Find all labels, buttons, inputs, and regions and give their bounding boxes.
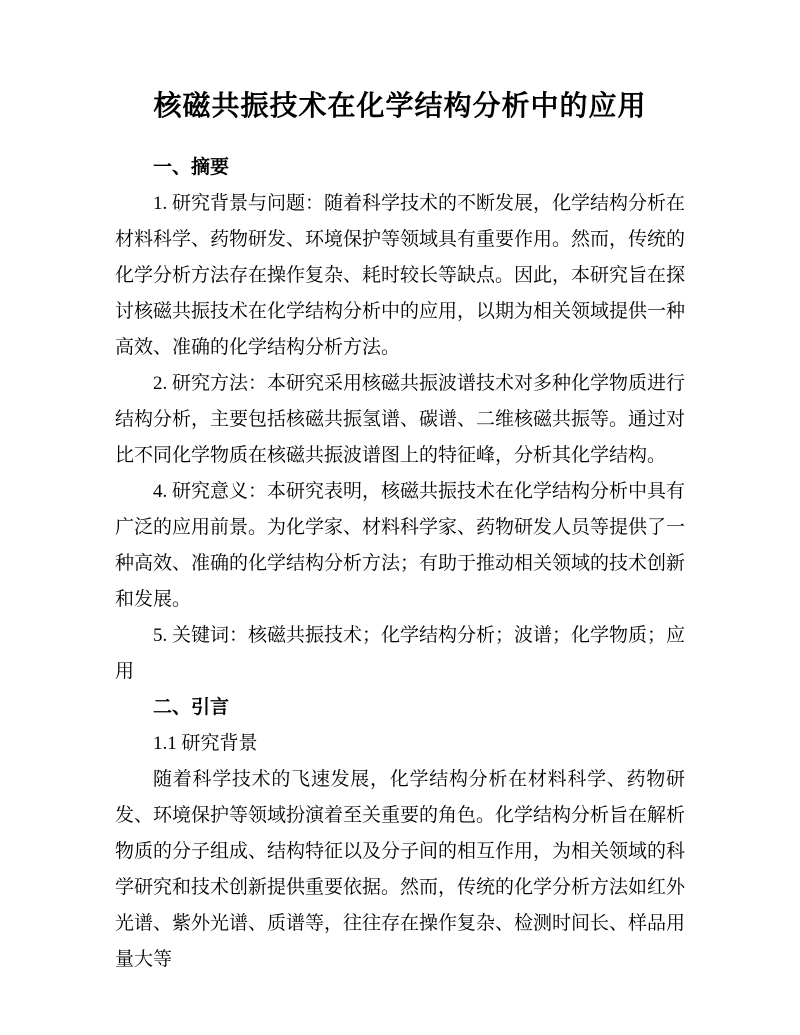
- subheading-research-background: 1.1 研究背景: [153, 733, 258, 754]
- paragraph-abstract-methods: 2. 研究方法：本研究采用核磁共振波谱技术对多种化学物质进行结构分析，主要包括核磁共振氢谱、碳谱、二维核磁共振等。通过对比不同化学物质在核磁共振波谱图上的特征峰，分析其化学结构。: [115, 373, 686, 466]
- document-title: 核磁共振技术在化学结构分析中的应用: [153, 91, 647, 122]
- section-heading-abstract: 一、摘要: [153, 157, 230, 178]
- paragraph-abstract-significance: 4. 研究意义：本研究表明，核磁共振技术在化学结构分析中具有广泛的应用前景。为化学家、材料科学家、药物研发人员等提供了一种高效、准确的化学结构分析方法；有助于推动相关领域的技术创新和发展。: [115, 481, 686, 610]
- paragraph-abstract-keywords: 5. 关键词：核磁共振技术；化学结构分析；波谱；化学物质；应用: [115, 625, 686, 682]
- section-heading-introduction: 二、引言: [153, 697, 230, 718]
- paragraph-introduction-background: 随着科学技术的飞速发展，化学结构分析在材料科学、药物研发、环境保护等领域扮演着至关重要的角色。化学结构分析旨在解析物质的分子组成、结构特征以及分子间的相互作用，为相关领域的科学研究和技术创新提供重要依据。然而，传统的化学分析方法如红外光谱、紫外光谱、质谱等，往往存在操作复杂、检测时间长、样品用量大等: [115, 769, 686, 970]
- paragraph-abstract-background: 1. 研究背景与问题：随着科学技术的不断发展，化学结构分析在材料科学、药物研发、环境保护等领域具有重要作用。然而，传统的化学分析方法存在操作复杂、耗时较长等缺点。因此，本研究旨在探讨核磁共振技术在化学结构分析中的应用，以期为相关领域提供一种高效、准确的化学结构分析方法。: [115, 193, 686, 358]
